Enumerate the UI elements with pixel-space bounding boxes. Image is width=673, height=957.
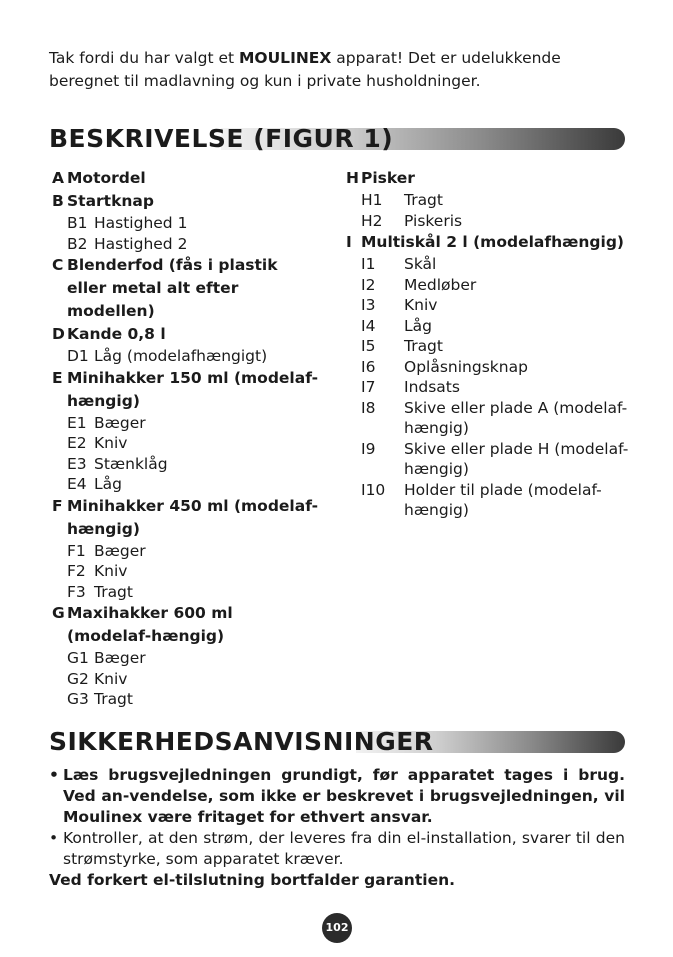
parts-column-right — [346, 167, 631, 521]
item-text: Kniv — [94, 562, 128, 580]
list-item — [361, 377, 631, 398]
item-text: Kniv — [404, 296, 438, 314]
item-text: Kniv — [94, 669, 128, 688]
list-item — [49, 828, 625, 870]
part-label: Maxihakker 600 ml (modelaf-hængig) — [67, 604, 233, 645]
warranty-note: Ved forkert el-tilslutning bortfalder garantien. — [49, 871, 456, 889]
part-letter: A — [52, 169, 64, 187]
list-item — [361, 316, 631, 337]
list-item — [67, 346, 322, 367]
list-item — [67, 648, 322, 669]
safety-instructions — [49, 765, 625, 891]
list-item — [361, 398, 631, 439]
bullet-icon: • — [49, 766, 59, 784]
item-code: H2 — [361, 211, 383, 230]
part-label: Motordel — [67, 169, 146, 187]
part-group-i — [346, 231, 631, 521]
part-label: Multiskål 2 l (modelafhængig) — [361, 233, 624, 251]
part-letter: F — [52, 496, 63, 515]
item-text: Tragt — [94, 582, 133, 601]
item-text: Tragt — [94, 690, 133, 708]
part-label: Minihakker 450 ml (modelaf-hængig) — [67, 496, 319, 538]
list-item — [361, 439, 631, 480]
item-code: E4 — [67, 475, 87, 493]
list-item — [67, 689, 322, 710]
item-code: G3 — [67, 690, 89, 708]
part-label: Pisker — [361, 169, 415, 187]
part-group-c — [52, 254, 322, 323]
brand-name: MOULINEX — [239, 49, 332, 67]
item-text: Skive eller plade A (modelaf-hængig) — [404, 398, 628, 437]
section-title-text: BESKRIVELSE — [49, 124, 245, 153]
list-item — [67, 413, 322, 434]
list-item — [67, 213, 322, 234]
list-item — [361, 254, 631, 275]
item-code: B2 — [67, 234, 88, 253]
item-text: Hastighed 1 — [94, 214, 188, 232]
list-item — [67, 669, 322, 690]
item-text: Tragt — [404, 337, 443, 355]
item-code: I9 — [361, 439, 376, 458]
part-label: Blenderfod (fås i plastik eller metal alt efter modellen) — [67, 256, 278, 320]
list-item — [67, 474, 322, 495]
part-letter: C — [52, 256, 64, 274]
list-item — [67, 541, 322, 562]
intro-after: apparat! Det er udelukkende beregnet til madlavning og kun i private husholdninger. — [49, 49, 561, 90]
part-group-f — [52, 495, 322, 603]
list-item — [67, 433, 322, 454]
item-code: I1 — [361, 255, 376, 273]
part-group-e — [52, 367, 322, 495]
part-group-a — [52, 167, 322, 190]
list-item — [49, 765, 625, 828]
item-code: G2 — [67, 669, 89, 688]
safety-text-2: Kontroller, at den strøm, der leveres fra din el-installation, svarer til den strømstyrke, som apparatet kræver. — [63, 829, 625, 868]
item-code: I5 — [361, 337, 376, 355]
item-code: I2 — [361, 275, 376, 294]
part-group-h — [346, 167, 631, 231]
part-group-b — [52, 190, 322, 254]
section-title: SIKKERHEDSANVISNINGER — [49, 727, 434, 756]
intro-before: Tak fordi du har valgt et — [49, 49, 239, 67]
item-code: I6 — [361, 357, 376, 376]
item-text: Låg — [94, 475, 122, 493]
item-code: E1 — [67, 413, 87, 432]
item-code: I10 — [361, 480, 386, 499]
list-item — [361, 275, 631, 296]
page-number: 102 — [322, 913, 352, 943]
item-text: Hastighed 2 — [94, 234, 188, 253]
list-item — [361, 190, 631, 211]
item-code: I4 — [361, 316, 376, 335]
section-header-description — [49, 122, 625, 156]
item-code: I8 — [361, 398, 376, 417]
list-item — [361, 480, 631, 521]
item-text: Skive eller plade H (modelaf-hængig) — [404, 439, 629, 478]
part-label: Startknap — [67, 192, 154, 210]
item-code: D1 — [67, 347, 89, 365]
parts-column-left — [52, 167, 322, 710]
item-text: Indsats — [404, 378, 460, 396]
item-code: F3 — [67, 582, 86, 601]
item-code: I7 — [361, 378, 376, 396]
part-letter: E — [52, 368, 63, 387]
item-text: Bæger — [94, 541, 146, 560]
item-text: Bæger — [94, 649, 146, 667]
item-text: Holder til plade (modelaf-hængig) — [404, 480, 602, 519]
item-text: Bæger — [94, 413, 146, 432]
item-text: Låg (modelafhængigt) — [94, 347, 268, 365]
item-code: G1 — [67, 649, 89, 667]
list-item — [67, 454, 322, 475]
part-letter: I — [346, 233, 352, 251]
item-text: Stænklåg — [94, 454, 168, 473]
item-code: F1 — [67, 541, 86, 560]
section-title — [49, 122, 399, 156]
list-item — [67, 582, 322, 603]
item-text: Skål — [404, 255, 437, 273]
item-text: Oplåsningsknap — [404, 357, 528, 376]
list-item — [67, 561, 322, 582]
section-header-safety — [49, 725, 625, 759]
list-item — [67, 234, 322, 255]
part-letter: B — [52, 192, 64, 210]
part-letter: H — [346, 169, 359, 187]
list-item — [361, 211, 631, 232]
item-text: Låg — [404, 316, 432, 335]
part-group-d — [52, 323, 322, 367]
bullet-icon: • — [49, 829, 59, 847]
part-label: Minihakker 150 ml (modelaf-hængig) — [67, 368, 319, 410]
item-code: F2 — [67, 562, 86, 580]
part-letter: G — [52, 604, 65, 622]
item-text: Kniv — [94, 434, 128, 452]
list-item — [361, 357, 631, 378]
item-code: I3 — [361, 296, 376, 314]
part-letter: D — [52, 325, 65, 343]
item-text: Tragt — [404, 191, 443, 209]
section-title-figure: (FIGUR 1) — [253, 124, 394, 153]
item-code: E2 — [67, 434, 87, 452]
part-group-g — [52, 602, 322, 710]
item-code: H1 — [361, 191, 383, 209]
item-text: Medløber — [404, 275, 477, 294]
item-code: E3 — [67, 454, 87, 473]
list-item — [361, 336, 631, 357]
list-item — [361, 295, 631, 316]
item-text: Piskeris — [404, 211, 463, 230]
part-label: Kande 0,8 l — [67, 325, 166, 343]
safety-text-1: Læs brugsvejledningen grundigt, før apparatet tages i brug. Ved an-vendelse, som ikke er beskrevet i brugsvejledningen, vil Moulinex være fritaget for ethvert ansvar. — [63, 766, 625, 826]
intro-text — [49, 47, 631, 93]
item-code: B1 — [67, 214, 88, 232]
